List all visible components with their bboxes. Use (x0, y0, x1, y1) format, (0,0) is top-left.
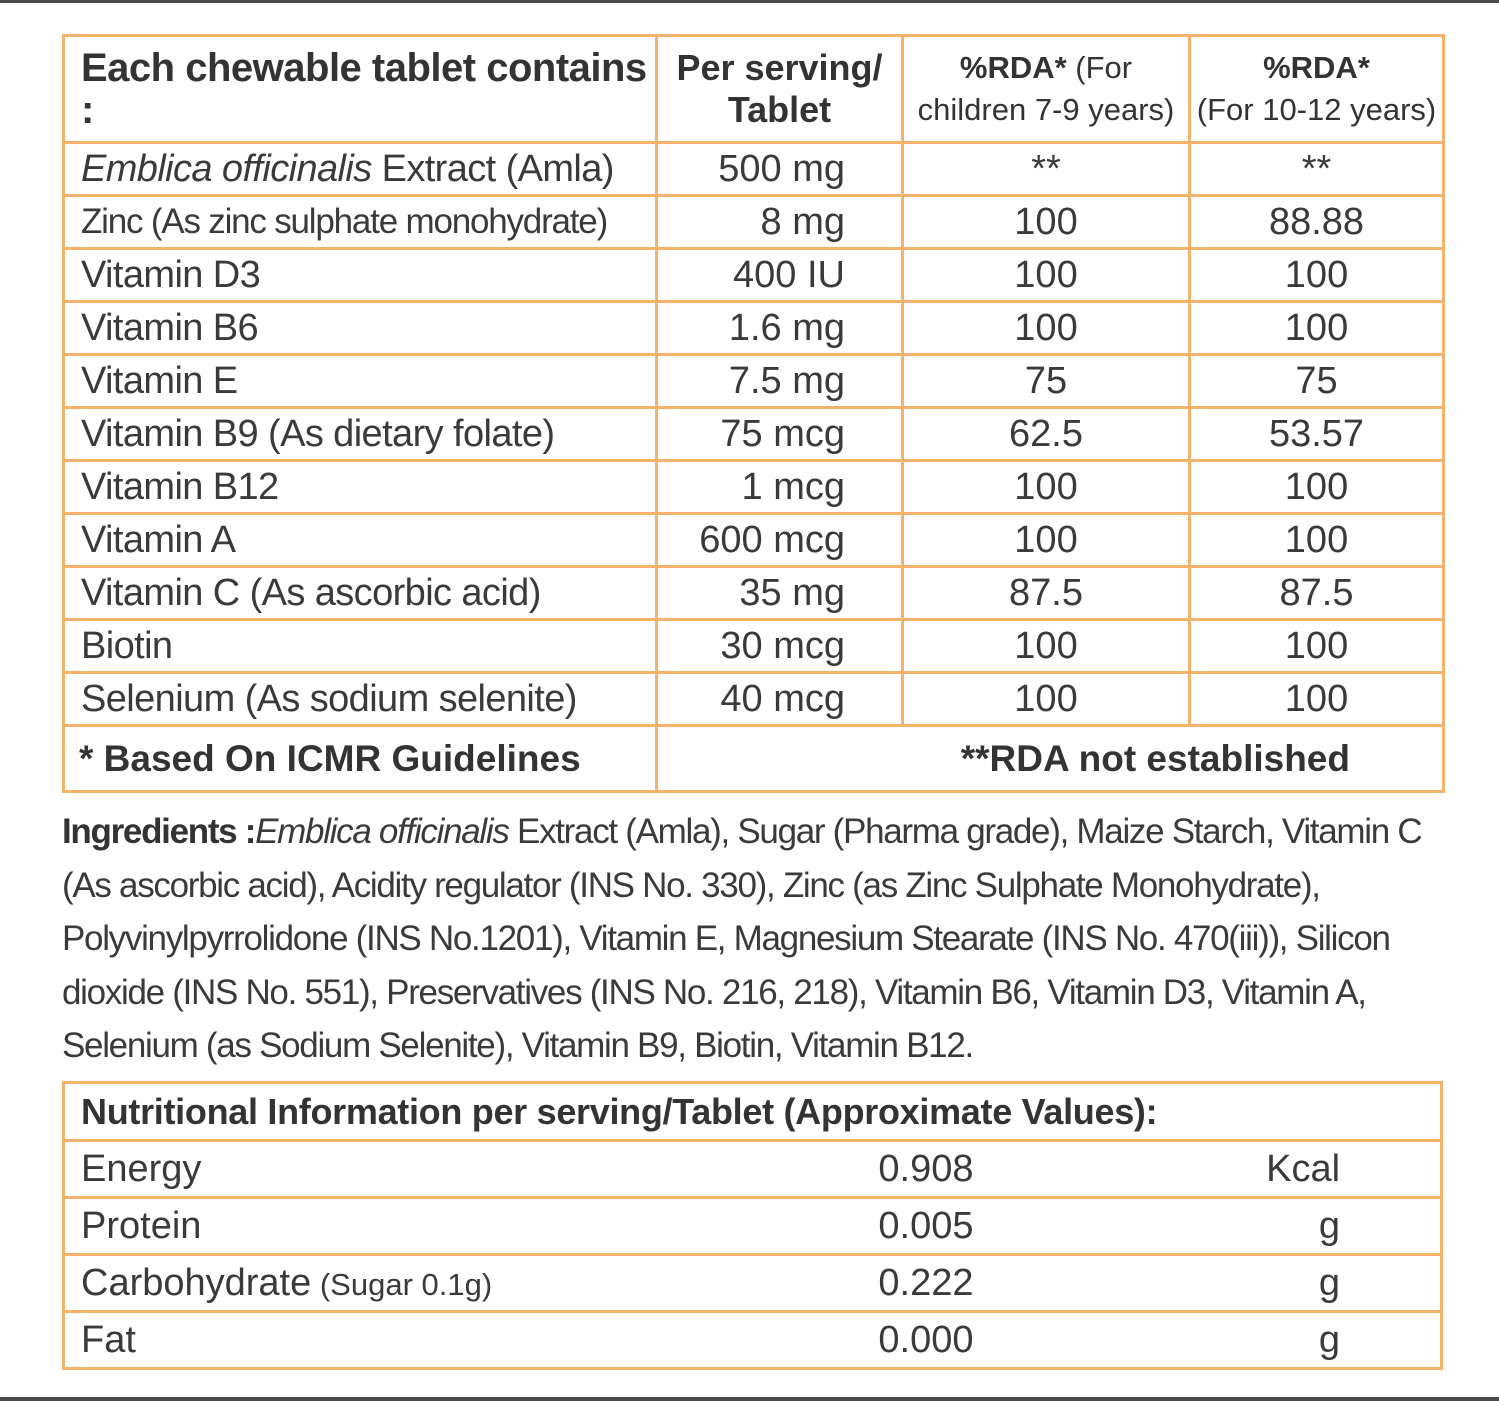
table-row (64, 1255, 1442, 1312)
table-row (64, 355, 1444, 408)
ingredient-amount: 400 IU (657, 249, 903, 302)
ingredient-amount: 40 mcg (657, 673, 903, 726)
nutrient-value: 0.908 (764, 1141, 1114, 1198)
nutrient-name-text: Protein (81, 1204, 202, 1247)
bottom-border-line (0, 1397, 1499, 1401)
nutrition-header-row (64, 1083, 1442, 1141)
rda-10-12-value: 100 (1190, 673, 1444, 726)
ingredient-name: Vitamin B9 (As dietary folate) (64, 408, 657, 461)
ingredient-amount: 500 mg (657, 143, 903, 196)
table-row (64, 673, 1444, 726)
rda-7-9-value: ** (903, 143, 1190, 196)
header-per-serving-line2: Tablet (727, 89, 832, 130)
rda-7-9-value: 62.5 (903, 408, 1190, 461)
nutrient-name (64, 1141, 764, 1198)
header-rda-10-12-bold: %RDA* (1263, 50, 1370, 85)
rda-7-9-value: 87.5 (903, 567, 1190, 620)
nutrition-table (62, 1081, 1443, 1370)
nutrient-unit: g (1114, 1198, 1442, 1255)
rda-7-9-value: 100 (903, 461, 1190, 514)
nutrient-value: 0.005 (764, 1198, 1114, 1255)
rda-7-9-value: 100 (903, 196, 1190, 249)
nutrient-name-text: Fat (81, 1318, 136, 1361)
nutrient-name (64, 1255, 764, 1312)
table-row (64, 1198, 1442, 1255)
nutrient-note: (Sugar 0.1g) (311, 1266, 493, 1302)
rda-10-12-value: 100 (1190, 514, 1444, 567)
nutrient-name-text: Energy (81, 1147, 202, 1190)
rda-10-12-value: 75 (1190, 355, 1444, 408)
rda-7-9-value: 100 (903, 302, 1190, 355)
nutrient-name (64, 1198, 764, 1255)
header-rda-7-9-bold: %RDA* (959, 50, 1067, 85)
table-row (64, 249, 1444, 302)
rda-10-12-value: 87.5 (1190, 567, 1444, 620)
ingredient-name: Vitamin B6 (64, 302, 657, 355)
ingredient-amount: 75 mcg (657, 408, 903, 461)
ingredient-name-text: Extract (Amla) (371, 148, 614, 190)
ingredient-name: Vitamin E (64, 355, 657, 408)
top-border-line (0, 0, 1499, 3)
nutrient-unit: Kcal (1114, 1141, 1442, 1198)
rda-10-12-value: 53.57 (1190, 408, 1444, 461)
header-rda-10-12-rest: (For 10-12 years) (1196, 92, 1437, 127)
ingredients-paragraph (62, 805, 1452, 1073)
composition-footer-row (64, 726, 1444, 792)
table-row (64, 567, 1444, 620)
ingredient-amount: 35 mg (657, 567, 903, 620)
rda-10-12-value: 100 (1190, 620, 1444, 673)
ingredient-name: Vitamin B12 (64, 461, 657, 514)
ingredient-name: Zinc (As zinc sulphate monohydrate) (64, 196, 657, 249)
rda-7-9-value: 100 (903, 620, 1190, 673)
ingredient-name: Selenium (As sodium selenite) (64, 673, 657, 726)
ingredient-name: Vitamin A (64, 514, 657, 567)
rda-7-9-value: 100 (903, 514, 1190, 567)
header-contents (64, 36, 657, 143)
rda-10-12-value: 100 (1190, 461, 1444, 514)
table-row (64, 302, 1444, 355)
header-per-serving-line1: Per serving/ (676, 47, 883, 88)
composition-header-row (64, 36, 1444, 143)
nutrient-name-text: Carbohydrate (81, 1261, 312, 1304)
ingredient-amount: 30 mcg (657, 620, 903, 673)
rda-7-9-value: 100 (903, 249, 1190, 302)
nutrition-title: Nutritional Information per serving/Tablet (Approximate Values): (64, 1083, 1442, 1141)
ingredient-name: Biotin (64, 620, 657, 673)
ingredients-italic-name: Emblica officinalis (255, 812, 509, 851)
nutrient-value: 0.000 (764, 1312, 1114, 1369)
header-contents-label: Each chewable tablet contains : (81, 46, 647, 132)
ingredient-amount: 8 mg (657, 196, 903, 249)
header-per-serving (657, 36, 903, 143)
rda-7-9-value: 75 (903, 355, 1190, 408)
ingredient-name (64, 143, 657, 196)
nutrient-value: 0.222 (764, 1255, 1114, 1312)
rda-10-12-value: 88.88 (1190, 196, 1444, 249)
ingredient-amount: 1.6 mg (657, 302, 903, 355)
rda-7-9-value: 100 (903, 673, 1190, 726)
rda-10-12-value: ** (1190, 143, 1444, 196)
table-row (64, 1312, 1442, 1369)
nutrient-unit: g (1114, 1255, 1442, 1312)
table-row (64, 620, 1444, 673)
header-rda-10-12 (1190, 36, 1444, 143)
ingredient-amount: 7.5 mg (657, 355, 903, 408)
nutrient-unit: g (1114, 1312, 1442, 1369)
ingredients-text: Extract (Amla), Sugar (Pharma grade), Maize Starch, Vitamin C (As ascorbic acid), Acidity regulator (INS No. 330), Zinc (as Zinc Sulphate Monohydrate), Polyvinylpyrrolidone (INS No.1201), Vitamin E, Magnesium Stearate (INS No. 470(iii)), Silicon dioxide (INS No. 551), Preservatives (INS No. 216, 218), Vitamin B6, Vitamin D3, Vitamin A, Selenium (as Sodium Selenite), Vitamin B9, Biotin, Vitamin B12. (62, 812, 1422, 1065)
ingredient-amount: 1 mcg (657, 461, 903, 514)
composition-table (62, 34, 1445, 793)
ingredients-label: Ingredients : (62, 812, 256, 851)
ingredient-name: Vitamin D3 (64, 249, 657, 302)
rda-10-12-value: 100 (1190, 302, 1444, 355)
table-row (64, 514, 1444, 567)
table-row (64, 143, 1444, 196)
ingredient-name-italic: Emblica officinalis (81, 148, 372, 190)
table-row (64, 461, 1444, 514)
ingredient-amount: 600 mcg (657, 514, 903, 567)
ingredient-name: Vitamin C (As ascorbic acid) (64, 567, 657, 620)
header-rda-7-9-rest: (For children 7-9 years) (917, 50, 1175, 127)
table-row (64, 1141, 1442, 1198)
icmr-guidelines-note: * Based On ICMR Guidelines (64, 726, 657, 792)
nutrient-name (64, 1312, 764, 1369)
rda-10-12-value: 100 (1190, 249, 1444, 302)
header-rda-7-9 (903, 36, 1190, 143)
rda-not-established-note: **RDA not established (657, 726, 1444, 792)
table-row (64, 196, 1444, 249)
table-row (64, 408, 1444, 461)
